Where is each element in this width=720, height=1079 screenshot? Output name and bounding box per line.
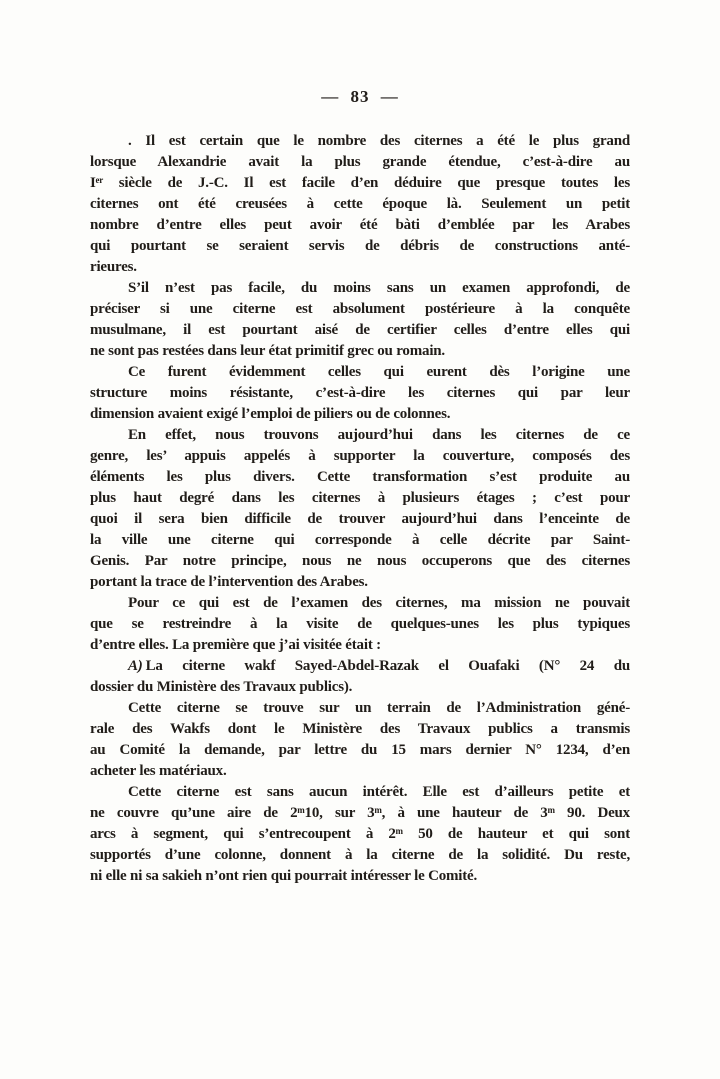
text-line: plus haut degré dans les citernes à plusieurs étages ; c’est pour bbox=[90, 490, 630, 506]
paragraph bbox=[90, 131, 630, 278]
text-line: Ce furent évidemment celles qui eurent dès l’origine une bbox=[128, 364, 630, 380]
text-line: rieures. bbox=[90, 259, 137, 275]
text-line: ne couvre qu’une aire de 2ᵐ10, sur 3ᵐ, à une hauteur de 3ᵐ 90. Deux bbox=[90, 805, 630, 821]
text-line: citernes ont été creusées à cette époque là. Seulement un petit bbox=[90, 196, 630, 212]
text-line: éléments les plus divers. Cette transformation s’est produite au bbox=[90, 469, 630, 485]
text-line: rale des Wakfs dont le Ministère des Travaux publics a transmis bbox=[90, 721, 630, 737]
paragraph bbox=[90, 425, 630, 593]
text-line: arcs à segment, qui s’entrecoupent à 2ᵐ 50 de hauteur et qui sont bbox=[90, 826, 630, 842]
paragraph bbox=[90, 698, 630, 782]
text-line: Iᵉʳ siècle de J.-C. Il est facile d’en déduire que presque toutes les bbox=[90, 175, 630, 191]
text-line: qui pourtant se seraient servis de débris de constructions anté- bbox=[90, 238, 630, 254]
text-line: supportés d’une colonne, donnent à la citerne de la solidité. Du reste, bbox=[90, 847, 630, 863]
paragraph bbox=[90, 656, 630, 698]
paragraph bbox=[90, 782, 630, 887]
text-line: acheter les matériaux. bbox=[90, 763, 227, 779]
text-line: Pour ce qui est de l’examen des citernes, ma mission ne pouvait bbox=[128, 595, 630, 611]
text-line: A) La citerne wakf Sayed-Abdel-Razak el Ouafaki (N° 24 du bbox=[128, 658, 630, 674]
text-line: musulmane, il est pourtant aisé de certifier celles d’entre elles qui bbox=[90, 322, 630, 338]
text-line: quoi il sera bien difficile de trouver aujourd’hui dans l’enceinte de bbox=[90, 511, 630, 527]
text-line: dossier du Ministère des Travaux publics). bbox=[90, 679, 353, 695]
text-line: ni elle ni sa sakieh n’ont rien qui pourrait intéresser le Comité. bbox=[90, 868, 478, 884]
text-line: au Comité la demande, par lettre du 15 mars dernier N° 1234, d’en bbox=[90, 742, 630, 758]
text-line: Cette citerne se trouve sur un terrain de l’Administration géné- bbox=[128, 700, 630, 716]
paragraph bbox=[90, 278, 630, 362]
text-line: S’il n’est pas facile, du moins sans un examen approfondi, de bbox=[128, 280, 630, 296]
text-line: Genis. Par notre principe, nous ne nous occuperons que des citernes bbox=[90, 553, 630, 569]
text-line: . Il est certain que le nombre des citernes a été le plus grand bbox=[128, 133, 630, 149]
text-line: lorsque Alexandrie avait la plus grande étendue, c’est-à-dire au bbox=[90, 154, 630, 170]
text-line: Cette citerne est sans aucun intérêt. Elle est d’ailleurs petite et bbox=[128, 784, 630, 800]
text-line: que se restreindre à la visite de quelques-unes les plus typiques bbox=[90, 616, 630, 632]
text-line: préciser si une citerne est absolument postérieure à la conquête bbox=[90, 301, 630, 317]
text-line: portant la trace de l’intervention des Arabes. bbox=[90, 574, 368, 590]
text-line: genre, les’ appuis appelés à supporter la couverture, composés des bbox=[90, 448, 630, 464]
paragraph bbox=[90, 593, 630, 656]
text-line: nombre d’entre elles peut avoir été bàti d’emblée par les Arabes bbox=[90, 217, 630, 233]
text-line: En effet, nous trouvons aujourd’hui dans les citernes de ce bbox=[128, 427, 630, 443]
paragraph bbox=[90, 362, 630, 425]
text-line: ne sont pas restées dans leur état primitif grec ou romain. bbox=[90, 343, 445, 359]
paragraph-lead-label: A) bbox=[128, 658, 143, 674]
text-line: d’entre elles. La première que j’ai visitée était : bbox=[90, 637, 381, 653]
text-line: structure moins résistante, c’est-à-dire les citernes qui par leur bbox=[90, 385, 630, 401]
page-body-text bbox=[90, 131, 630, 887]
text-line: dimension avaient exigé l’emploi de piliers ou de colonnes. bbox=[90, 406, 451, 422]
text-line: la ville une citerne qui corresponde à celle décrite par Saint- bbox=[90, 532, 630, 548]
page-number: — 83 — bbox=[321, 87, 399, 106]
